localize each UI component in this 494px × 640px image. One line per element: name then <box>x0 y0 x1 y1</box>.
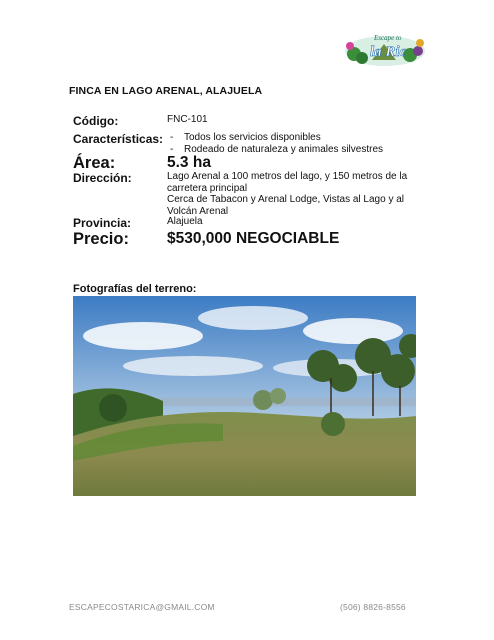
precio-value: $530,000 NEGOCIABLE <box>167 230 340 247</box>
caracteristicas-label: Características: <box>73 132 164 146</box>
footer-email: ESCAPECOSTARICA@GMAIL.COM <box>69 602 215 612</box>
area-label: Área: <box>73 154 116 172</box>
document-title: FINCA EN LAGO ARENAL, ALAJUELA <box>69 85 263 97</box>
land-photo <box>73 296 416 496</box>
codigo-label: Código: <box>73 114 119 128</box>
list-item: - Rodeado de naturaleza y animales silvestres <box>167 144 383 156</box>
direccion-line: Volcán Arenal <box>167 205 229 217</box>
provincia-label: Provincia: <box>73 216 132 230</box>
precio-label: Precio: <box>73 230 129 248</box>
direccion-line: carretera principal <box>167 182 248 194</box>
list-item: - Todos los servicios disponibles <box>167 132 383 144</box>
direccion-line: Lago Arenal a 100 metros del lago, y 150 metros de la <box>167 171 408 182</box>
direccion-value <box>167 171 407 217</box>
provincia-value: Alajuela <box>167 216 203 227</box>
photos-heading: Fotografías del terreno: <box>73 283 197 295</box>
caracteristicas-list <box>167 132 383 155</box>
footer-phone: (506) 8826-8556 <box>340 602 406 612</box>
logo-script-text: Escape to <box>374 34 402 42</box>
direccion-line: Cerca de Tabacon y Arenal Lodge, Vistas al Lago y al <box>167 194 405 205</box>
direccion-label: Dirección: <box>73 171 132 185</box>
codigo-value: FNC-101 <box>167 114 208 125</box>
logo-text: la Ric <box>370 44 407 60</box>
area-value: 5.3 ha <box>167 154 211 171</box>
company-logo <box>344 28 426 68</box>
